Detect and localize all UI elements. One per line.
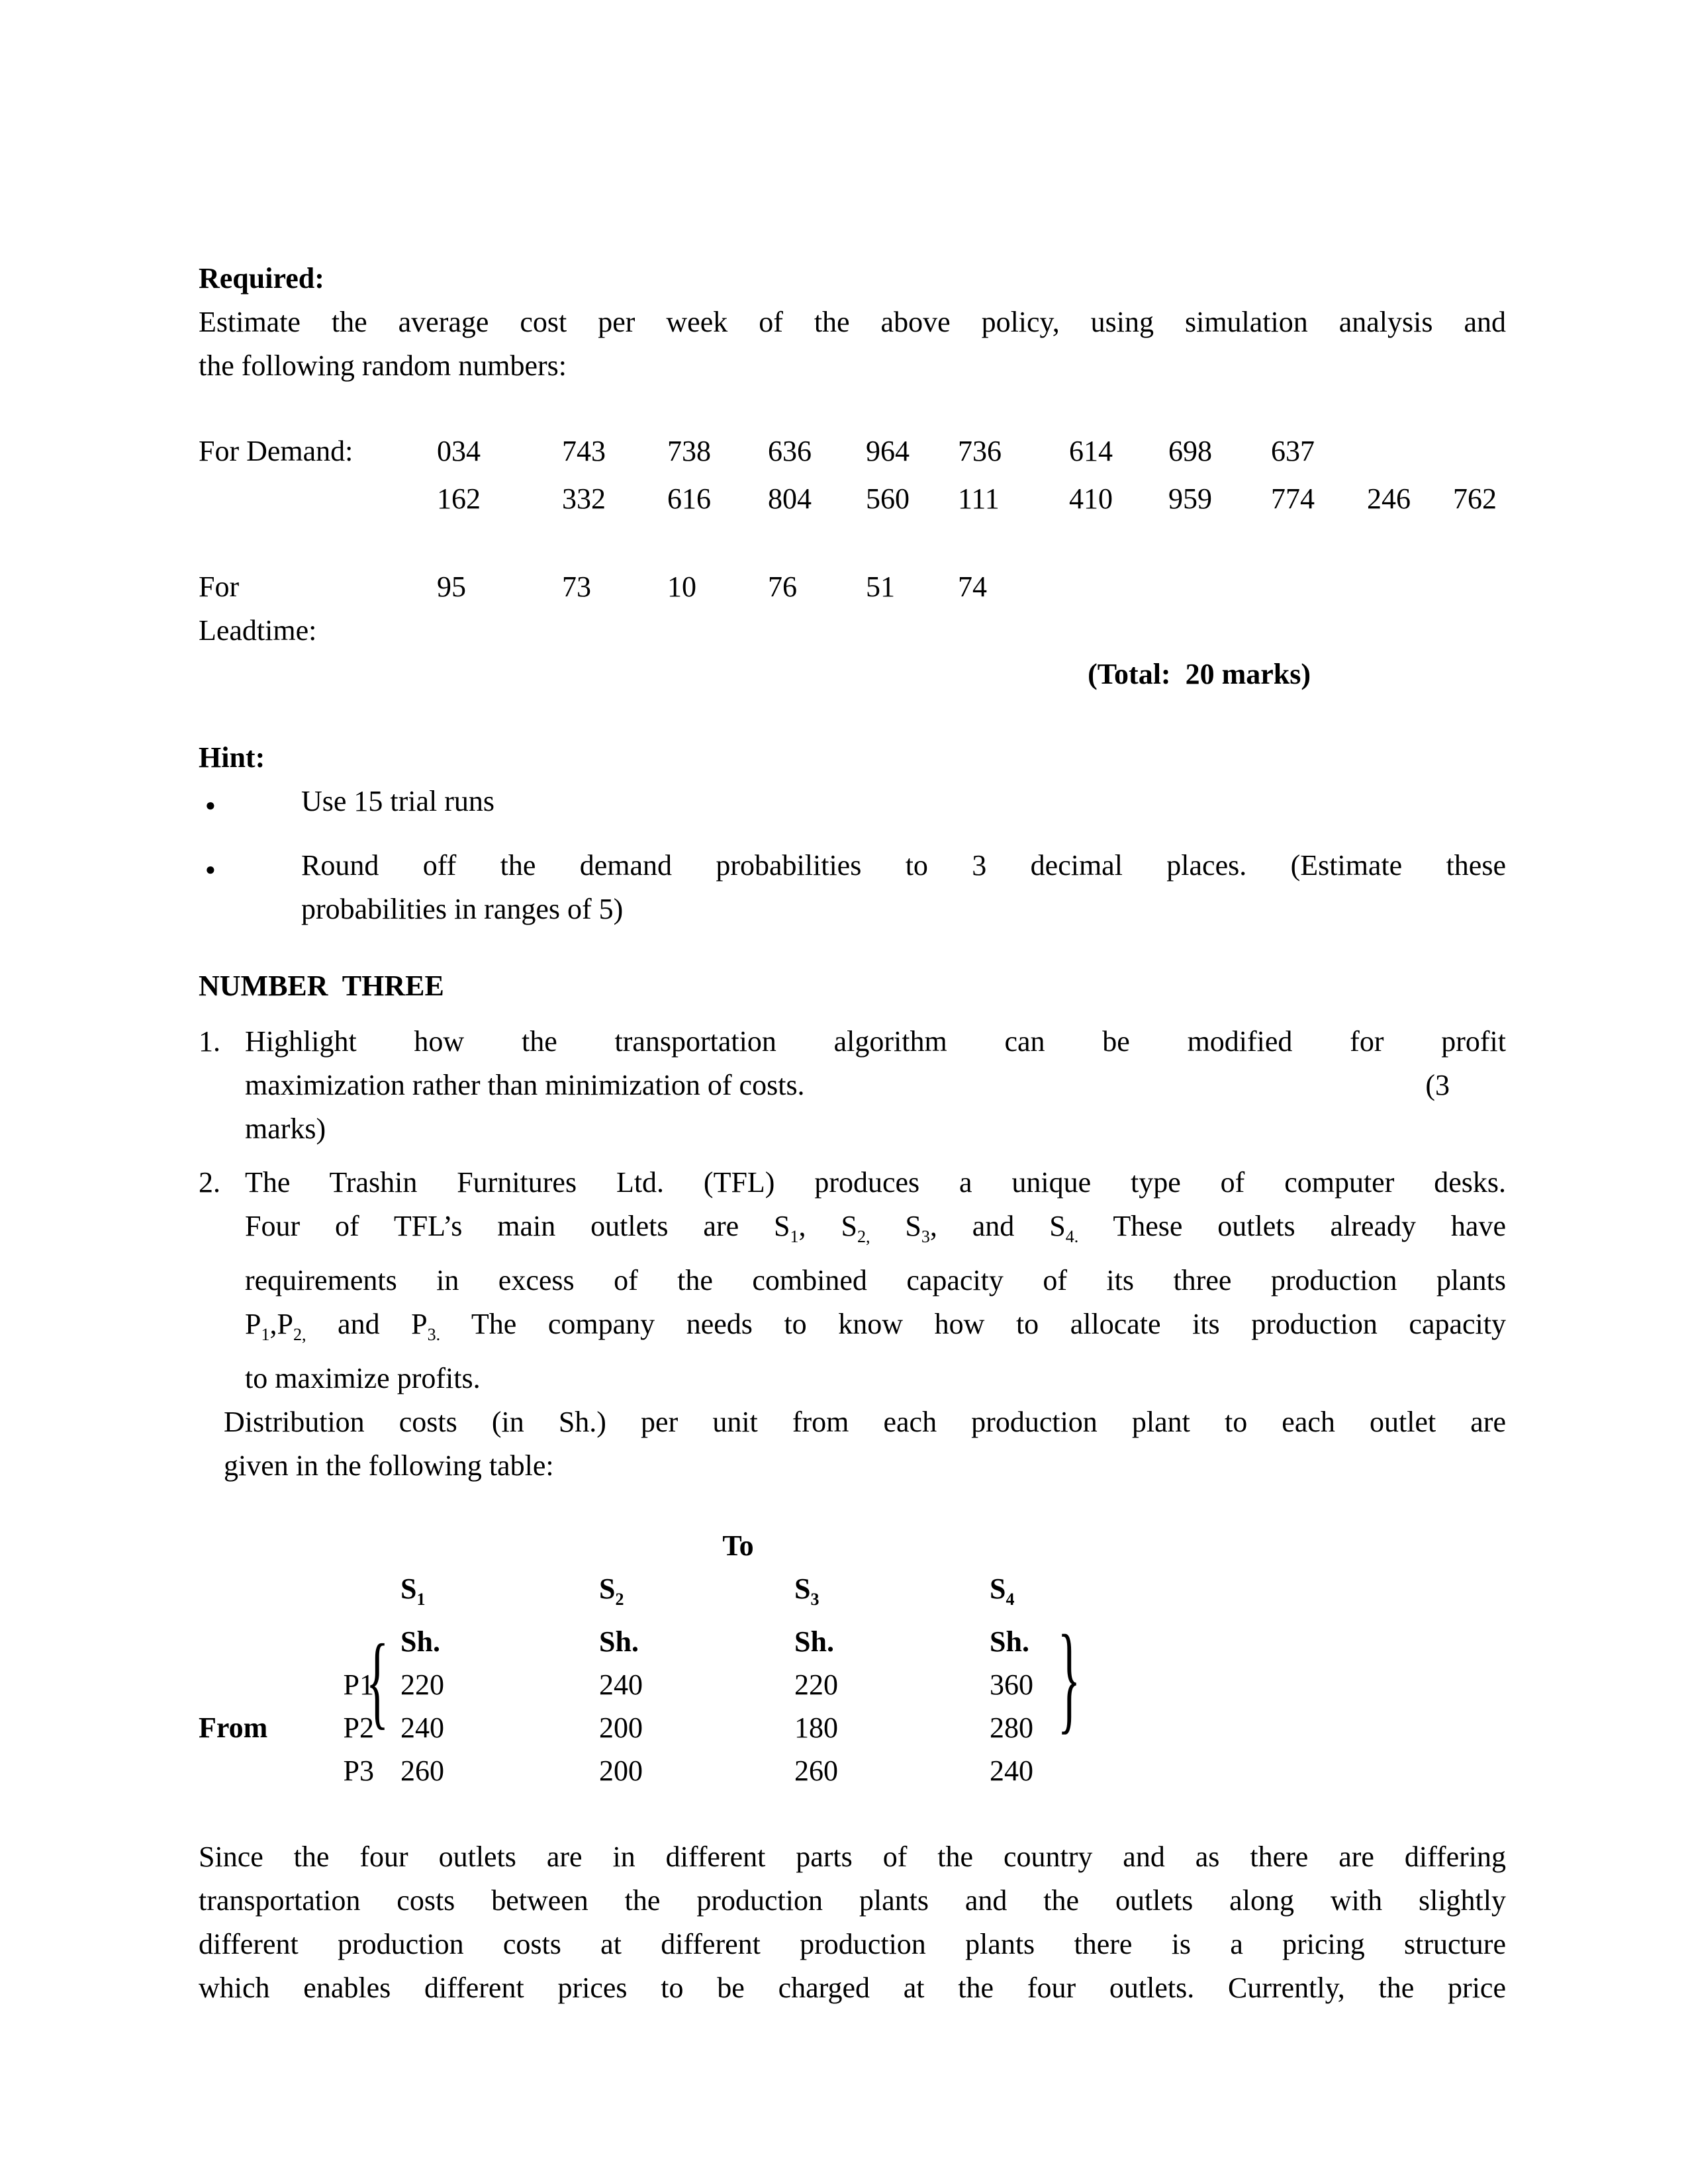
- distribution-line-1: Distribution costs (in Sh.) per unit from each production plant to each outlet are: [224, 1405, 1506, 1438]
- cost-table-grid: [199, 1524, 1506, 1793]
- spacer: [199, 1620, 311, 1663]
- row-label-p2: P2: [343, 1711, 374, 1745]
- text-run: S: [870, 1210, 921, 1242]
- row-label-p1: P1: [343, 1668, 374, 1702]
- subscript: 4: [1006, 1589, 1015, 1609]
- list-item-2: [199, 1161, 1506, 1400]
- subscript: 2: [615, 1589, 624, 1609]
- item-number: 1.: [199, 1025, 220, 1058]
- text-run: The company needs to know how to allocate its production capacity: [440, 1307, 1506, 1340]
- column-header-s2: [589, 1567, 784, 1621]
- random-number: 560: [866, 482, 910, 515]
- item2-line-4: [245, 1302, 1506, 1357]
- subscript: 3: [921, 1226, 930, 1246]
- unit-label: Sh.: [400, 1625, 440, 1659]
- table-cell: 260: [400, 1754, 444, 1788]
- item1-line-3: marks): [245, 1113, 326, 1145]
- text-run: These outlets already have: [1078, 1210, 1506, 1242]
- closing-line-4: which enables different prices to be charged at the four outlets. Currently, the price: [199, 1971, 1506, 2004]
- demand-label: For Demand:: [199, 435, 353, 467]
- random-number: 10: [667, 570, 696, 603]
- random-number: 034: [437, 435, 481, 467]
- bullet-text: [301, 844, 1506, 931]
- random-number: 636: [768, 435, 812, 467]
- bullet-icon: ●: [205, 796, 216, 815]
- total-marks: (Total: 20 marks): [1088, 658, 1311, 690]
- table-cell: 260: [794, 1754, 838, 1788]
- table-cell: 220: [400, 1668, 444, 1702]
- table-cell: 240: [990, 1754, 1033, 1788]
- header-base: S: [599, 1572, 616, 1605]
- number-three-heading: NUMBER THREE: [199, 970, 444, 1002]
- marks-open: (3: [1425, 1069, 1450, 1101]
- random-number: 74: [958, 570, 987, 603]
- subscript: 2,: [293, 1324, 306, 1344]
- item1-line-2: [245, 1064, 1506, 1107]
- random-number: 738: [667, 435, 711, 467]
- spacer: [199, 1663, 311, 1706]
- bullet-icon: ●: [205, 860, 216, 879]
- intro-paragraph: [199, 300, 1506, 388]
- random-number: 73: [562, 570, 591, 603]
- table-from-label: From: [199, 1711, 268, 1745]
- text-run: P: [245, 1307, 261, 1340]
- random-number: 246: [1367, 482, 1411, 515]
- table-cell: 280: [990, 1711, 1033, 1745]
- text-run: , and S: [929, 1210, 1066, 1242]
- demand-random-numbers: [199, 428, 1506, 523]
- spacer: [199, 1567, 311, 1621]
- spacer: [199, 1749, 311, 1792]
- hint-bullet-2: [199, 844, 1506, 931]
- random-number: 95: [437, 570, 466, 603]
- random-number: 964: [866, 435, 910, 467]
- closing-line-2: transportation costs between the production plants and the outlets along with slightly: [199, 1884, 1506, 1917]
- spacer: [311, 1567, 391, 1621]
- left-curly-brace: {: [365, 1622, 389, 1739]
- item2-line-2: [245, 1205, 1506, 1259]
- random-number: 637: [1271, 435, 1315, 467]
- bullet-text-line-2: probabilities in ranges of 5): [301, 893, 624, 925]
- random-number: 162: [437, 482, 481, 515]
- spacer: [1367, 428, 1453, 475]
- subscript: 1: [790, 1226, 799, 1246]
- intro-line-1: Estimate the average cost per week of the above policy, using simulation analysis and: [199, 306, 1506, 338]
- item-number: 2.: [199, 1166, 220, 1199]
- table-cell: 200: [599, 1754, 643, 1788]
- item1-line-1: Highlight how the transportation algorithm can be modified for profit: [245, 1025, 1506, 1058]
- random-number: 76: [768, 570, 797, 603]
- distribution-paragraph: [224, 1400, 1506, 1488]
- subscript: 1: [416, 1589, 426, 1609]
- unit-label: Sh.: [599, 1625, 639, 1659]
- distribution-line-2: given in the following table:: [224, 1449, 554, 1482]
- leadtime-label-line1: For: [199, 570, 240, 603]
- random-number: 616: [667, 482, 711, 515]
- required-heading: Required:: [199, 262, 324, 295]
- spacer: [199, 475, 437, 523]
- item1-line-2-text: maximization rather than minimization of costs.: [245, 1069, 805, 1101]
- column-header-s1: [391, 1567, 589, 1621]
- bullet-text-line-1: Round off the demand probabilities to 3 decimal places. (Estimate these: [301, 849, 1506, 882]
- table-cell: 180: [794, 1711, 838, 1745]
- intro-line-2: the following random numbers:: [199, 349, 567, 382]
- random-number: 762: [1453, 482, 1497, 515]
- cost-table: [199, 1524, 1506, 1786]
- bullet-text: Use 15 trial runs: [301, 785, 495, 817]
- random-number: 743: [562, 435, 606, 467]
- random-number: 410: [1069, 482, 1113, 515]
- random-number: 614: [1069, 435, 1113, 467]
- hint-bullet-1: [199, 780, 1506, 827]
- table-cell: 220: [794, 1668, 838, 1702]
- leadtime-random-numbers: [199, 565, 1506, 609]
- hint-heading: Hint:: [199, 741, 265, 774]
- spacer: [1453, 428, 1506, 475]
- table-cell: 200: [599, 1711, 643, 1745]
- item2-line-3: requirements in excess of the combined capacity of its three production plants: [245, 1263, 1506, 1297]
- table-cell: 240: [400, 1711, 444, 1745]
- text-run: , S: [798, 1210, 857, 1242]
- table-cell: 360: [990, 1668, 1033, 1702]
- leadtime-label-line2: Leadtime:: [199, 614, 317, 647]
- table-to-label: To: [722, 1529, 754, 1562]
- header-base: S: [990, 1572, 1006, 1605]
- unit-label: Sh.: [794, 1625, 834, 1659]
- random-number: 959: [1168, 482, 1212, 515]
- right-curly-brace: }: [1057, 1610, 1081, 1745]
- column-header-s3: [784, 1567, 980, 1621]
- random-number: 774: [1271, 482, 1315, 515]
- text-run: Four of TFL’s main outlets are S: [245, 1210, 790, 1242]
- header-base: S: [794, 1572, 811, 1605]
- item2-line-5: to maximize profits.: [245, 1361, 481, 1394]
- unit-label: Sh.: [990, 1625, 1029, 1659]
- random-number: 804: [768, 482, 812, 515]
- closing-line-3: different production costs at different production plants there is a pricing structure: [199, 1927, 1506, 1960]
- list-item-1: [199, 1020, 1506, 1151]
- subscript: 3: [810, 1589, 820, 1609]
- subscript: 2,: [857, 1226, 870, 1246]
- subscript: 3.: [427, 1324, 441, 1344]
- random-number: 51: [866, 570, 895, 603]
- item2-line-1: The Trashin Furnitures Ltd. (TFL) produces a unique type of computer desks.: [245, 1166, 1506, 1199]
- closing-line-1: Since the four outlets are in different parts of the country and as there are differing: [199, 1840, 1506, 1873]
- random-number: 111: [958, 482, 1000, 515]
- subscript: 4.: [1065, 1226, 1079, 1246]
- table-cell: 240: [599, 1668, 643, 1702]
- random-number: 736: [958, 435, 1002, 467]
- header-base: S: [400, 1572, 417, 1605]
- closing-paragraph: [199, 1835, 1506, 2010]
- subscript: 1: [261, 1324, 270, 1344]
- random-number: 698: [1168, 435, 1212, 467]
- text-run: and P: [306, 1307, 428, 1340]
- random-number: 332: [562, 482, 606, 515]
- text-run: ,P: [269, 1307, 293, 1340]
- row-label-p3: P3: [343, 1754, 374, 1788]
